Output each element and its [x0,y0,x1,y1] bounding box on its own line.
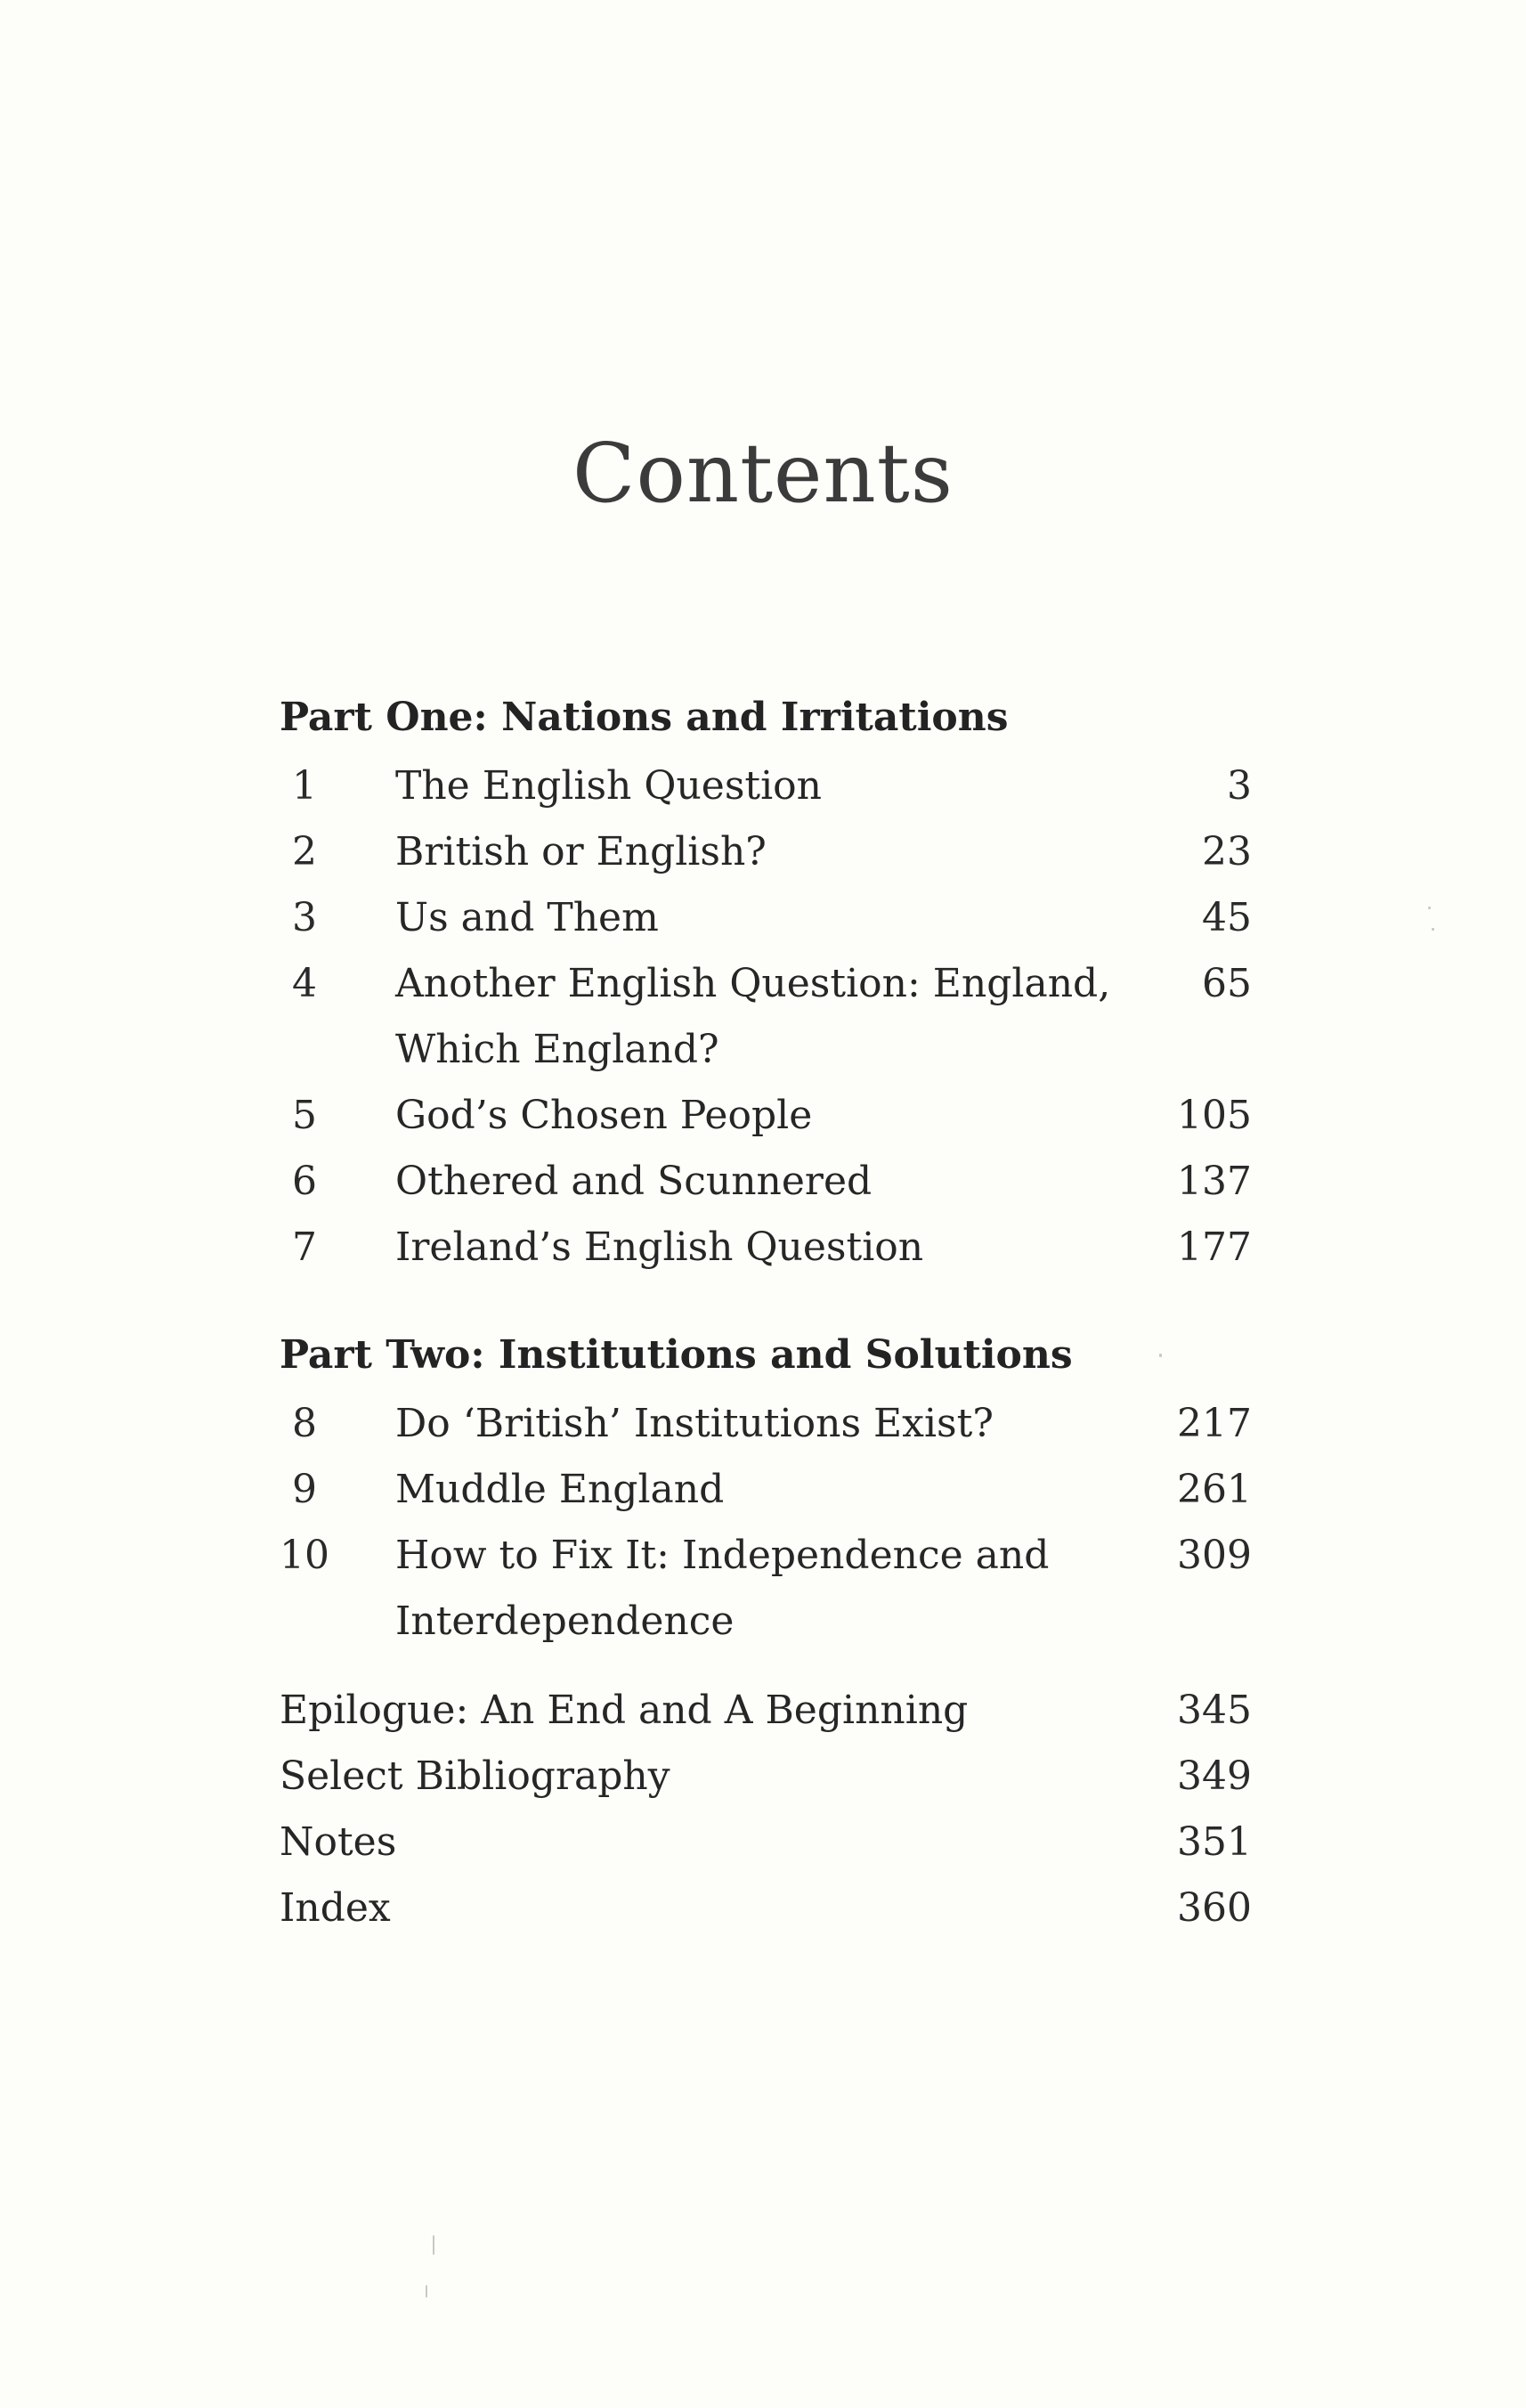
toc-entry-continuation [0,1017,1526,1083]
chapter-title: Othered and Scunnered [395,1159,873,1204]
chapter-number: 4 [292,961,317,1006]
chapter-number: 2 [292,829,317,875]
chapter-title: British or English? [395,829,767,875]
chapter-title: Us and Them [395,895,659,940]
page-title: Contents [572,426,954,521]
page-number: 360 [1177,1885,1252,1931]
chapter-title-continued: Interdependence [395,1599,735,1644]
chapter-title: How to Fix It: Independence and [395,1533,1050,1578]
chapter-title: Ireland’s English Question [395,1224,924,1270]
toc-entry[interactable] [0,753,1526,819]
back-matter-title: Index [280,1885,391,1931]
toc-entry-bibliography[interactable] [0,1744,1526,1810]
chapter-title: Muddle England [395,1467,725,1512]
toc-entry-epilogue[interactable] [0,1678,1526,1744]
part-one-heading: Part One: Nations and Irritations [280,695,1009,740]
chapter-number: 9 [292,1467,317,1512]
toc-entry-continuation [0,1589,1526,1655]
chapter-title: Do ‘British’ Institutions Exist? [395,1401,994,1446]
toc-entry[interactable] [0,1523,1526,1589]
page-number: 105 [1177,1093,1252,1138]
page-number: 137 [1177,1159,1252,1204]
toc-entry[interactable] [0,1391,1526,1457]
toc-entry[interactable] [0,885,1526,951]
back-matter-title: Select Bibliography [280,1753,670,1799]
page-number: 177 [1177,1224,1252,1270]
toc-entry[interactable] [0,1457,1526,1523]
toc-entry[interactable] [0,1083,1526,1149]
toc-entry[interactable] [0,951,1526,1017]
page-number: 261 [1177,1467,1252,1512]
scan-speck [1432,928,1434,931]
chapter-number: 1 [292,763,317,809]
page-number: 309 [1177,1533,1252,1578]
toc-entry[interactable] [0,819,1526,885]
page-number: 349 [1177,1753,1252,1799]
chapter-number: 6 [292,1159,317,1204]
chapter-title-continued: Which England? [395,1027,719,1072]
scan-speck [426,2285,427,2298]
page-number: 217 [1177,1401,1252,1446]
chapter-number: 8 [292,1401,317,1446]
chapter-number: 5 [292,1093,317,1138]
scan-speck [1428,907,1431,909]
page-number: 23 [1202,829,1252,875]
back-matter-title: Notes [280,1819,397,1865]
page-number: 65 [1202,961,1252,1006]
toc-entry[interactable] [0,1149,1526,1215]
chapter-number: 7 [292,1224,317,1270]
page-number: 351 [1177,1819,1252,1865]
toc-entry-index[interactable] [0,1875,1526,1941]
page-number: 345 [1177,1688,1252,1733]
chapter-title: The English Question [395,763,822,809]
chapter-number: 3 [292,895,317,940]
scan-speck [1159,1354,1162,1357]
page-number: 3 [1227,763,1252,809]
chapter-title: God’s Chosen People [395,1093,813,1138]
part-two-heading: Part Two: Institutions and Solutions [280,1332,1073,1378]
chapter-number: 10 [280,1533,329,1578]
back-matter-title: Epilogue: An End and A Beginning [280,1688,969,1733]
toc-entry[interactable] [0,1215,1526,1281]
scan-speck [433,2235,434,2255]
chapter-title: Another English Question: England, [395,961,1111,1006]
toc-entry-notes[interactable] [0,1810,1526,1875]
page-number: 45 [1202,895,1252,940]
